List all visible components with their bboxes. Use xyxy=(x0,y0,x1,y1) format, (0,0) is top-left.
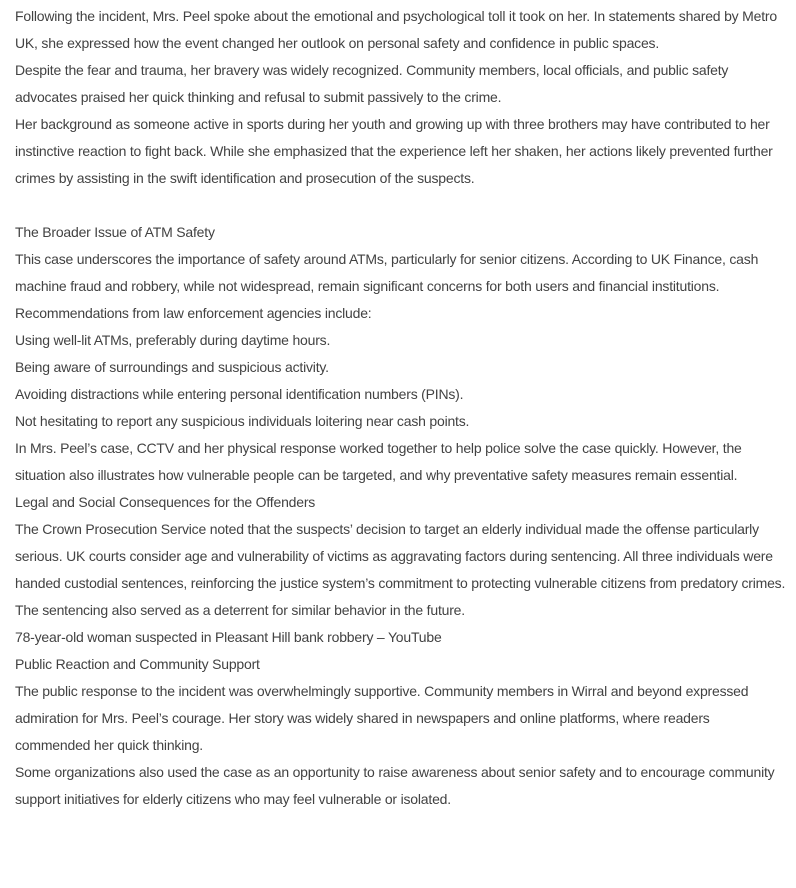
paragraph: Not hesitating to report any suspicious individuals loitering near cash points. xyxy=(15,413,470,429)
paragraph: Following the incident, Mrs. Peel spoke about the emotional and psychological toll it took on her. In statements shared by Metro UK, she expressed how the event changed her outlook on personal safety and confidence in public spaces. xyxy=(15,8,777,51)
paragraph: Some organizations also used the case as an opportunity to raise awareness about senior safety and to encourage community support initiatives for elderly citizens who may feel vulnerable or isolated. xyxy=(15,764,775,807)
paragraph: 78-year-old woman suspected in Pleasant Hill bank robbery – YouTube xyxy=(15,629,442,645)
paragraph: The Crown Prosecution Service noted that the suspects’ decision to target an elderly individual made the offense particularly serious. UK courts consider age and vulnerability of victims as aggravating factors during sentencing. All three individuals were handed custodial sentences, reinforcing the justice system’s commitment to protecting vulnerable citizens from predatory crimes. The sentencing also served as a deterrent for similar behavior in the future. xyxy=(15,521,786,618)
paragraph: Using well-lit ATMs, preferably during daytime hours. xyxy=(15,332,331,348)
blank-line xyxy=(15,192,786,219)
paragraph: Being aware of surroundings and suspicious activity. xyxy=(15,359,329,375)
section-heading: Legal and Social Consequences for the Offenders xyxy=(15,494,316,510)
section-heading: Public Reaction and Community Support xyxy=(15,656,260,672)
paragraph: The public response to the incident was overwhelmingly supportive. Community members in Wirral and beyond expressed admiration for Mrs. Peel’s courage. Her story was widely shared in newspapers and online platforms, where readers commended her quick thinking. xyxy=(15,683,749,753)
paragraph: Despite the fear and trauma, her bravery was widely recognized. Community members, local officials, and public safety advocates praised her quick thinking and refusal to submit passively to the crime. xyxy=(15,62,729,105)
paragraph: This case underscores the importance of safety around ATMs, particularly for senior citizens. According to UK Finance, cash machine fraud and robbery, while not widespread, remain significant concerns for both users and financial institutions. Recommendations from law enforcement agencies include: xyxy=(15,251,759,321)
paragraph: Avoiding distractions while entering personal identification numbers (PINs). xyxy=(15,386,464,402)
paragraph: Her background as someone active in sports during her youth and growing up with three brothers may have contributed to her instinctive reaction to fight back. While she emphasized that the experience left her shaken, her actions likely prevented further crimes by assisting in the swift identification and prosecution of the suspects. xyxy=(15,116,773,186)
paragraph: In Mrs. Peel’s case, CCTV and her physical response worked together to help police solve the case quickly. However, the situation also illustrates how vulnerable people can be targeted, and why preventative safety measures remain essential. xyxy=(15,440,742,483)
section-heading: The Broader Issue of ATM Safety xyxy=(15,224,215,240)
